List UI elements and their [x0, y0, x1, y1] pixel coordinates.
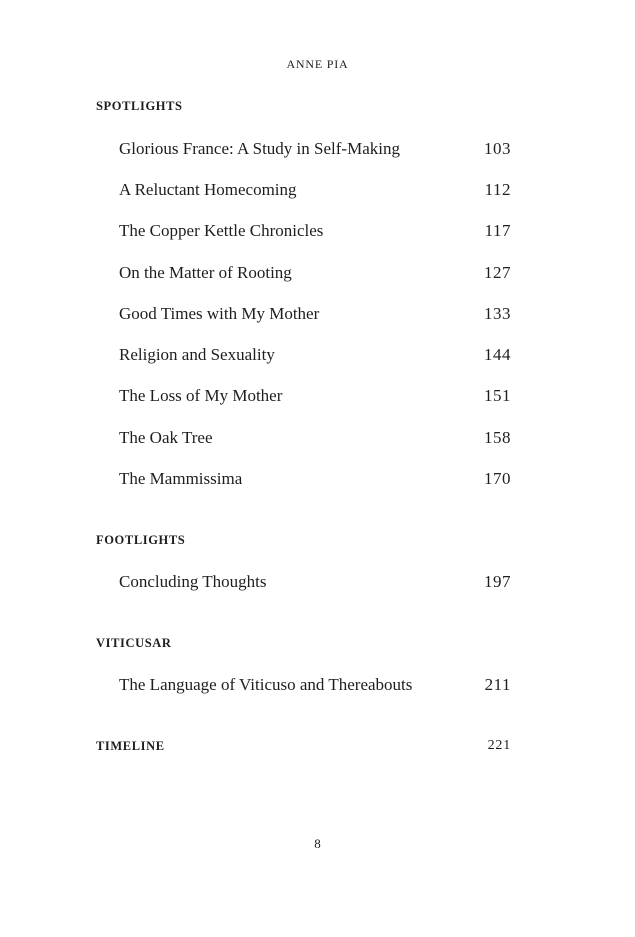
toc-entry[interactable]: [119, 261, 511, 285]
toc-entry-page: 112: [484, 180, 511, 199]
page-number: 8: [314, 836, 321, 851]
section-heading-footlights: FOOTLIGHTS: [96, 533, 186, 547]
toc-entry[interactable]: [119, 467, 511, 491]
toc-entry-page: 197: [484, 572, 511, 591]
toc-entry-page: 221: [487, 738, 511, 753]
toc-entry[interactable]: [119, 137, 511, 161]
toc-entry-title: The Oak Tree: [119, 428, 213, 447]
toc-entry-title: A Reluctant Homecoming: [119, 180, 297, 199]
toc-entry[interactable]: [119, 426, 511, 450]
toc-entry[interactable]: [119, 178, 511, 202]
toc-entry[interactable]: [119, 302, 511, 326]
toc-entry-page: 103: [484, 139, 511, 158]
toc-entry-title: Concluding Thoughts: [119, 572, 267, 591]
toc-entry-page: 127: [484, 263, 511, 282]
toc-entry[interactable]: [119, 384, 511, 408]
running-head: ANNE PIA: [286, 57, 349, 71]
toc-entry[interactable]: [119, 570, 511, 594]
toc-entry-title: Glorious France: A Study in Self-Making: [119, 139, 400, 158]
toc-entry-title: The Mammissima: [119, 469, 243, 488]
toc-entry-page: 158: [484, 428, 511, 447]
toc-entry-page: 117: [484, 221, 511, 240]
toc-entry-title: Religion and Sexuality: [119, 345, 275, 364]
toc-entry[interactable]: [119, 673, 511, 697]
toc-entry-page: 170: [484, 469, 511, 488]
toc-entry-title: On the Matter of Rooting: [119, 263, 292, 282]
toc-entry-page: 151: [484, 386, 511, 405]
toc-entry[interactable]: [119, 219, 511, 243]
section-heading-viticusar: VITICUSAR: [96, 636, 172, 650]
toc-entry-page: 211: [484, 675, 511, 694]
section-heading-spotlights: SPOTLIGHTS: [96, 99, 183, 113]
toc-entry-title: Good Times with My Mother: [119, 304, 320, 323]
toc-entry-title: The Copper Kettle Chronicles: [119, 221, 324, 240]
toc-entry-page: 144: [484, 345, 511, 364]
section-heading-timeline[interactable]: TIMELINE: [96, 739, 165, 753]
toc-entry[interactable]: [119, 343, 511, 367]
toc-entry-title: The Loss of My Mother: [119, 386, 283, 405]
toc-entry-page: 133: [484, 304, 511, 323]
toc-entry-title: The Language of Viticuso and Thereabouts: [119, 675, 413, 694]
